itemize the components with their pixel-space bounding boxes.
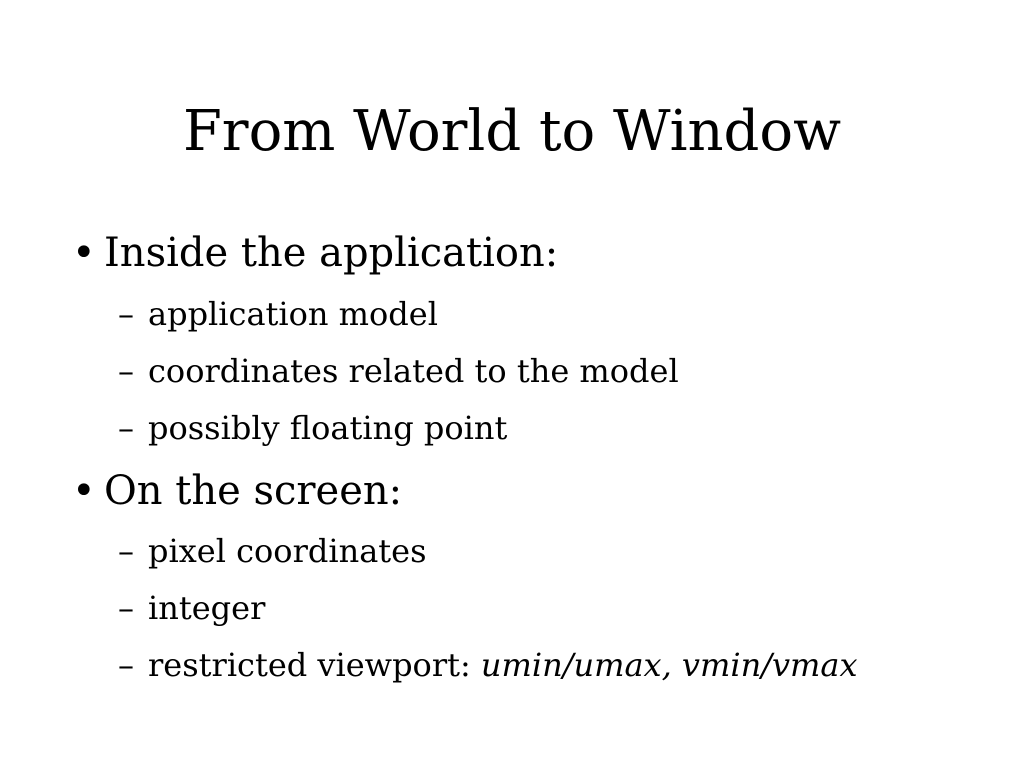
sub-text: coordinates related to the model xyxy=(148,352,679,390)
sub-marker: – xyxy=(118,409,134,447)
sub-text: application model xyxy=(148,295,438,333)
bullet-item xyxy=(72,229,558,277)
sub-text: restricted viewport: xyxy=(148,646,481,684)
sub-item xyxy=(118,531,426,571)
sub-item xyxy=(118,408,507,448)
sub-item xyxy=(118,645,858,685)
sub-item xyxy=(118,294,438,334)
sub-marker: – xyxy=(118,352,134,390)
sub-item xyxy=(118,351,679,391)
sub-marker: – xyxy=(118,589,134,627)
bullet-marker: • xyxy=(72,468,96,514)
bullet-text: On the screen: xyxy=(104,468,403,514)
sub-text: pixel coordinates xyxy=(148,532,427,570)
sub-text: integer xyxy=(148,589,266,627)
sub-text-emphasis: umin/umax, vmin/vmax xyxy=(480,646,858,684)
slide-title: From World to Window xyxy=(182,99,842,164)
sub-marker: – xyxy=(118,295,134,333)
bullet-item xyxy=(72,467,402,515)
bullet-marker: • xyxy=(72,230,96,276)
sub-marker: – xyxy=(118,532,134,570)
sub-marker: – xyxy=(118,646,134,684)
bullet-text: Inside the application: xyxy=(104,230,559,276)
sub-item xyxy=(118,588,265,628)
sub-text: possibly floating point xyxy=(148,409,508,447)
